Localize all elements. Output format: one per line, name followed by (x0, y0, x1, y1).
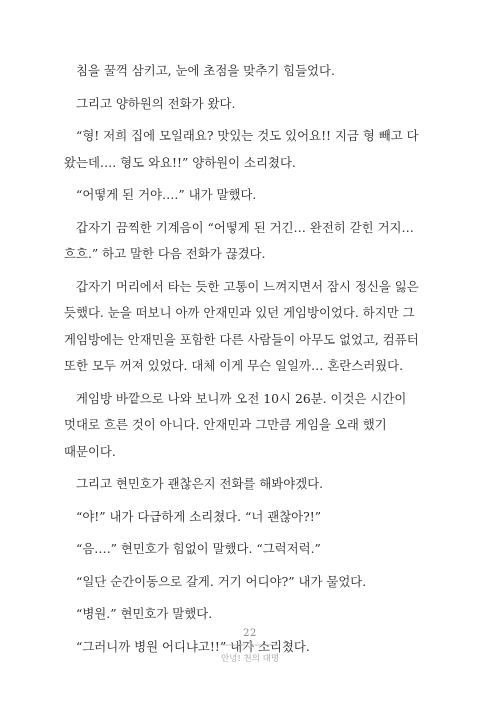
paragraph: “형! 저희 집에 모일래요? 맛있는 것도 있어요!! 지금 형 빼고 다 왔는데…. 형도 와요!!” 양하원이 소리쳤다. (64, 128, 419, 170)
paragraph: “야!” 내가 다급하게 소리쳤다. “너 괜찮아?!” (76, 508, 322, 524)
paragraph: “일단 순간이동으로 갈게. 거기 어디야?” 내가 물었다. (76, 573, 367, 589)
page-number: 22 (243, 628, 257, 639)
body-text (64, 58, 440, 666)
paragraph: 침을 꿀꺽 삼키고, 눈에 초점을 맞추기 힘들었다. (76, 63, 335, 78)
paragraph: “음….” 현민호가 힘없이 말했다. “그럭저럭.” (76, 541, 321, 556)
paragraph: 그리고 현민호가 괜찮은지 전화를 해봐야겠다. (76, 476, 324, 491)
paragraph: “그러니까 병원 어디냐고!!” 내가 소리쳤다. (76, 638, 310, 654)
paragraph: 갑자기 끔찍한 기계음이 “어떻게 된 거긴… 완전히 갇힌 거지… 흐흐.” 하고 말한 다음 전화가 끊겼다. (64, 219, 414, 261)
paragraph: “병원.” 현민호가 말했다. (76, 606, 213, 621)
paragraph: 갑자기 머리에서 타는 듯한 고통이 느껴지면서 잠시 정신을 잃은 듯했다. 눈을 떠보니 아까 안재민과 있던 게임방이었다. 하지만 그 게임방에는 안재민을 포함한 다른 사람들이 아무도 없었고, 컴퓨터 또한 모두 꺼져 있었다. 대체 이게 무슨 일일까… 혼란스러웠다. (64, 278, 419, 373)
divider-ornament-icon (220, 641, 280, 649)
paragraph: 그리고 양하원의 전화가 왔다. (76, 95, 236, 111)
paragraph: 게임방 바깥으로 나와 보니까 오전 10시 26분. 이것은 시간이 멋대로 흐른 것이 아니다. 안재민과 그만큼 게임을 오래 했기 때문이다. (64, 390, 407, 459)
running-title: 안녕! 천의 대명 (220, 654, 280, 664)
paragraph: “어떻게 된 거야….” 내가 말했다. (76, 187, 257, 202)
page-footer (0, 628, 500, 664)
